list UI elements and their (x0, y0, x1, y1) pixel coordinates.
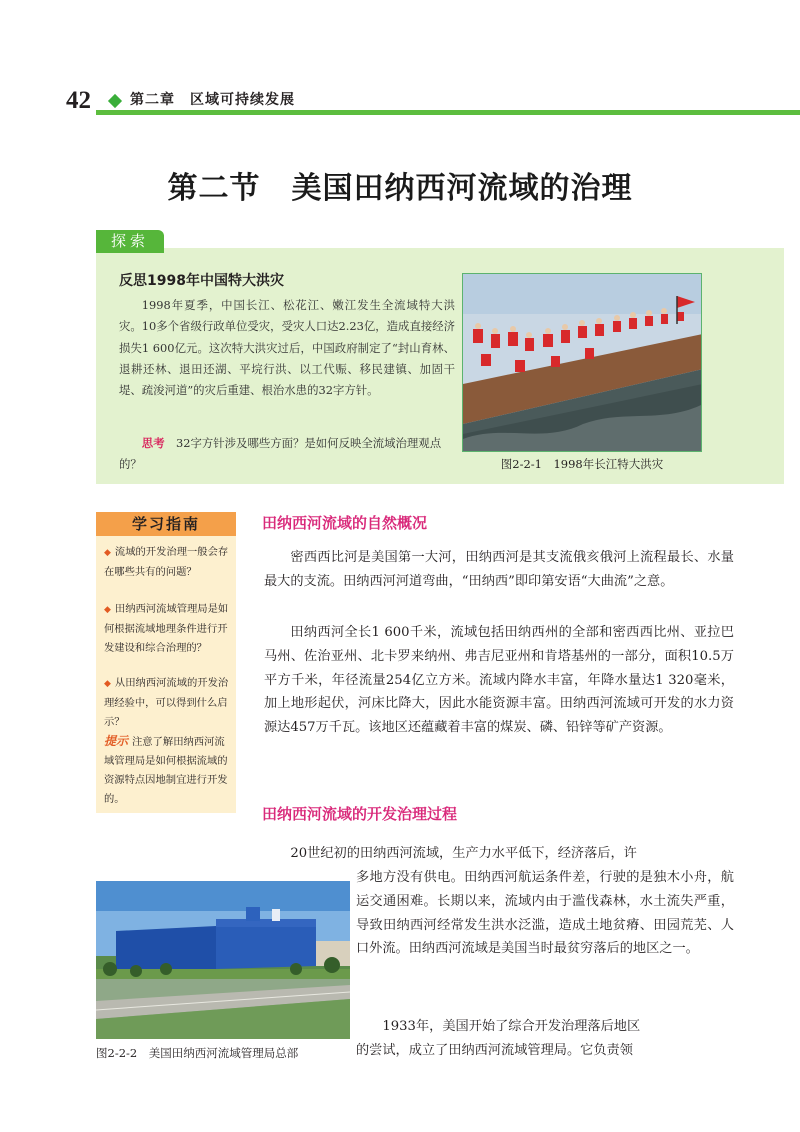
tva-headquarters-photo (96, 881, 350, 1039)
paragraph: 20世纪初的田纳西河流域，生产力水平低下，经济落后，许 (290, 846, 637, 861)
figure-caption-2: 图2-2-2 美国田纳西河流域管理局总部 (96, 1046, 299, 1060)
diamond-bullet-icon: ◆ (104, 548, 111, 558)
guide-tip (104, 732, 232, 809)
paragraph: 多地方没有供电。田纳西河航运条件差，行驶的是独木小舟，航运交通困难。长期以来，流域内由于滥伐森林，水土流失严重，导致田纳西河经常发生洪水泛滥，造成土地贫瘠、田园荒芜、人口外流。田纳西河流域是美国当时最贫穷落后的地区之一。 (356, 870, 734, 957)
paragraph: 1933年，美国开始了综合开发治理落后地区 (382, 1019, 641, 1034)
diamond-bullet-icon: ◆ (104, 679, 111, 689)
flood-photo (462, 273, 702, 452)
section-heading-natural: 田纳西河流域的自然概况 (262, 514, 428, 532)
section-title: 第二节 美国田纳西河流域的治理 (167, 171, 633, 206)
paragraph: 密西西比河是美国第一大河，田纳西河是其支流俄亥俄河上流程最长、水量最大的支流。田纳西河河道弯曲，“田纳西”即印第安语“大曲流”之意。 (264, 550, 734, 589)
paragraph: 的尝试，成立了田纳西河流域管理局。它负责领 (356, 1043, 633, 1058)
think-text: 32字方针涉及哪些方面？是如何反映全流域治理观点的？ (119, 436, 442, 472)
guide-item: ◆ 从田纳西河流域的开发治理经验中，可以得到什么启示？ (104, 677, 229, 728)
explore-tab: 探索 (96, 230, 164, 253)
figure-caption-1: 图2-2-1 1998年长江特大洪灾 (500, 457, 664, 471)
flood-photo-illustration (463, 274, 702, 452)
headquarters-illustration (96, 881, 350, 1039)
header-rule (96, 110, 800, 115)
paragraph: 田纳西河全长1 600千米，流域包括田纳西州的全部和密西西比州、亚拉巴马州、佐治亚州、北卡罗来纳州、弗吉尼亚州和肯塔基州的一部分，面积10.5万平方千米，年径流量254亿立方米。流域内降水丰富，年降水量达1 320毫米，加上地形起伏，河床比降大，因此水能资源丰富。田纳西河流域可开发的水力资源达457万千瓦。该地区还蕴藏着丰富的煤炭、磷、铅锌等矿产资源。 (264, 625, 734, 736)
explore-heading: 反思1998年中国特大洪灾 (119, 273, 284, 289)
explore-body: 1998年夏季，中国长江、松花江、嫩江发生全流域特大洪灾。10多个省级行政单位受灾，受灾人口达2.23亿，造成直接经济损失1 600亿元。这次特大洪灾过后，中国政府制定了“封山育林、退耕还林、退田还湖、平垸行洪、以工代赈、移民建镇、加固干堤、疏浚河道”的灾后重建、根治水患的32字方针。 (119, 298, 456, 398)
diamond-bullet-icon: ◆ (104, 605, 111, 615)
section-heading-development: 田纳西河流域的开发治理过程 (262, 805, 458, 823)
tip-text: 注意了解田纳西河流域管理局是如何根据流域的资源特点因地制宜进行开发的。 (104, 736, 228, 805)
diamond-bullet-icon (108, 94, 122, 108)
chapter-header: 第二章 区域可持续发展 (130, 92, 295, 108)
page-number: 42 (66, 87, 91, 114)
think-label: 思考 (141, 436, 165, 450)
think-question (119, 433, 455, 476)
tip-label: 提示 (104, 734, 129, 748)
study-guide-title: 学习指南 (96, 512, 236, 536)
guide-item: ◆ 流域的开发治理一般会存在哪些共有的问题？ (104, 546, 229, 578)
guide-item: ◆ 田纳西河流域管理局是如何根据流域地理条件进行开发建设和综合治理的？ (104, 603, 229, 654)
